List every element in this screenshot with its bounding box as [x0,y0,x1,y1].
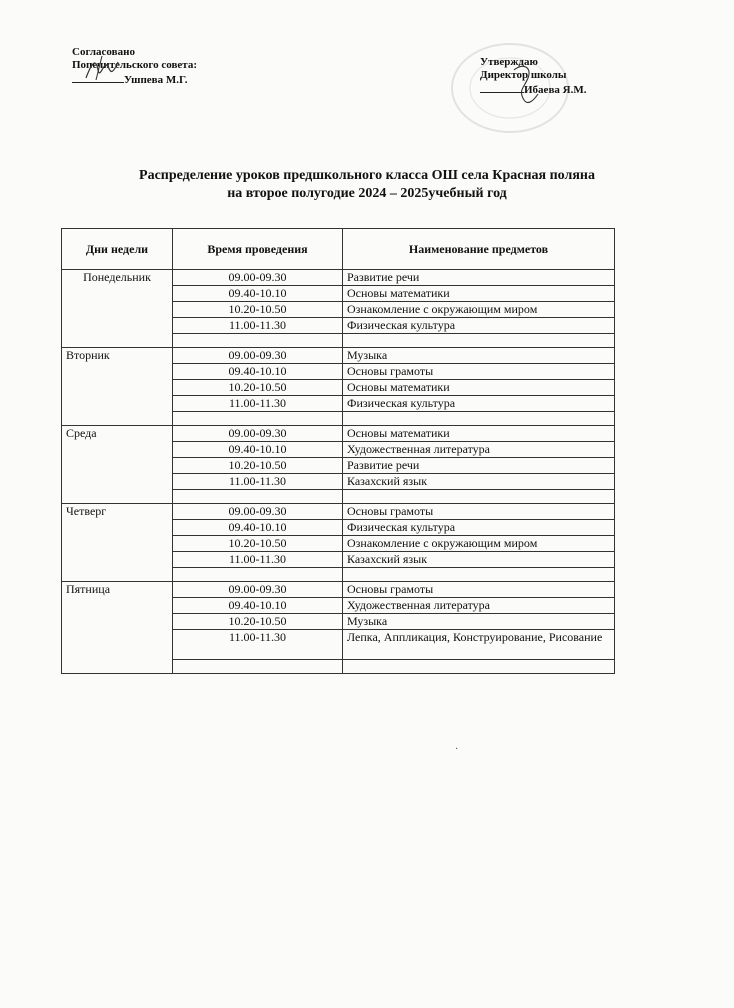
time-cell: 10.20-10.50 [173,536,343,552]
empty-cell [343,490,615,504]
subject-cell: Лепка, Аппликация, Конструирование, Рисование [343,630,615,660]
subject-cell: Художественная литература [343,598,615,614]
time-cell: 11.00-11.30 [173,318,343,334]
stamp-seal-icon [445,38,575,138]
empty-cell [173,334,343,348]
time-cell: 11.00-11.30 [173,474,343,490]
time-cell: 10.20-10.50 [173,458,343,474]
time-cell: 09.40-10.10 [173,520,343,536]
day-cell: Четверг [62,504,173,582]
agreed-label: Согласовано [72,46,135,58]
header-days: Дни недели [62,229,173,270]
agreed-signer: Ушпева М.Г. [124,74,188,86]
subject-cell: Ознакомление с окружающим миром [343,302,615,318]
subject-cell: Физическая культура [343,520,615,536]
time-cell: 11.00-11.30 [173,552,343,568]
time-cell: 10.20-10.50 [173,302,343,318]
empty-cell [173,412,343,426]
document-title [60,167,674,203]
subject-cell: Основы грамоты [343,582,615,598]
time-cell: 09.40-10.10 [173,286,343,302]
title-line-1: Распределение уроков предшкольного класса ОШ села Красная поляна [139,168,595,183]
table-header-row [62,229,615,270]
approved-label: Утверждаю [480,56,538,68]
empty-cell [343,412,615,426]
time-cell: 09.00-09.30 [173,270,343,286]
empty-cell [173,490,343,504]
empty-cell [173,660,343,674]
subject-cell: Художественная литература [343,442,615,458]
subject-cell: Физическая культура [343,396,615,412]
day-cell: Пятница [62,582,173,674]
agreed-council: Попечительского совета: [72,59,197,71]
approved-signer: Ибаева Я.М. [524,84,587,96]
time-cell: 09.00-09.30 [173,348,343,364]
time-cell: 09.40-10.10 [173,364,343,380]
subject-cell: Основы грамоты [343,504,615,520]
scan-speck: · [455,744,459,755]
time-cell: 10.20-10.50 [173,614,343,630]
subject-cell: Развитие речи [343,458,615,474]
time-cell: 09.00-09.30 [173,582,343,598]
table-row [62,270,615,286]
time-cell: 11.00-11.30 [173,630,343,660]
header-subjects: Наименование предметов [343,229,615,270]
table-row [62,504,615,520]
day-cell: Среда [62,426,173,504]
schedule-body [62,270,615,674]
day-cell: Вторник [62,348,173,426]
subject-cell: Основы математики [343,286,615,302]
time-cell: 10.20-10.50 [173,380,343,396]
subject-cell: Казахский язык [343,552,615,568]
subject-cell: Физическая культура [343,318,615,334]
time-cell: 09.00-09.30 [173,426,343,442]
subject-cell: Ознакомление с окружающим миром [343,536,615,552]
table-row [62,348,615,364]
subject-cell: Музыка [343,614,615,630]
time-cell: 09.40-10.10 [173,442,343,458]
subject-cell: Основы математики [343,426,615,442]
subject-cell: Основы грамоты [343,364,615,380]
empty-cell [343,568,615,582]
title-line-2: на второе полугодие 2024 – 2025учебный год [227,186,507,201]
subject-cell: Музыка [343,348,615,364]
subject-cell: Основы математики [343,380,615,396]
time-cell: 09.40-10.10 [173,598,343,614]
time-cell: 11.00-11.30 [173,396,343,412]
empty-cell [173,568,343,582]
handwritten-signature-left [82,52,122,86]
header-time: Время проведения [173,229,343,270]
day-cell: Понедельник [62,270,173,348]
empty-cell [343,334,615,348]
schedule-table [61,228,615,674]
subject-cell: Развитие речи [343,270,615,286]
approved-director: Директор школы [480,69,567,81]
table-row [62,582,615,598]
time-cell: 09.00-09.30 [173,504,343,520]
empty-cell [343,660,615,674]
subject-cell: Казахский язык [343,474,615,490]
table-row [62,426,615,442]
